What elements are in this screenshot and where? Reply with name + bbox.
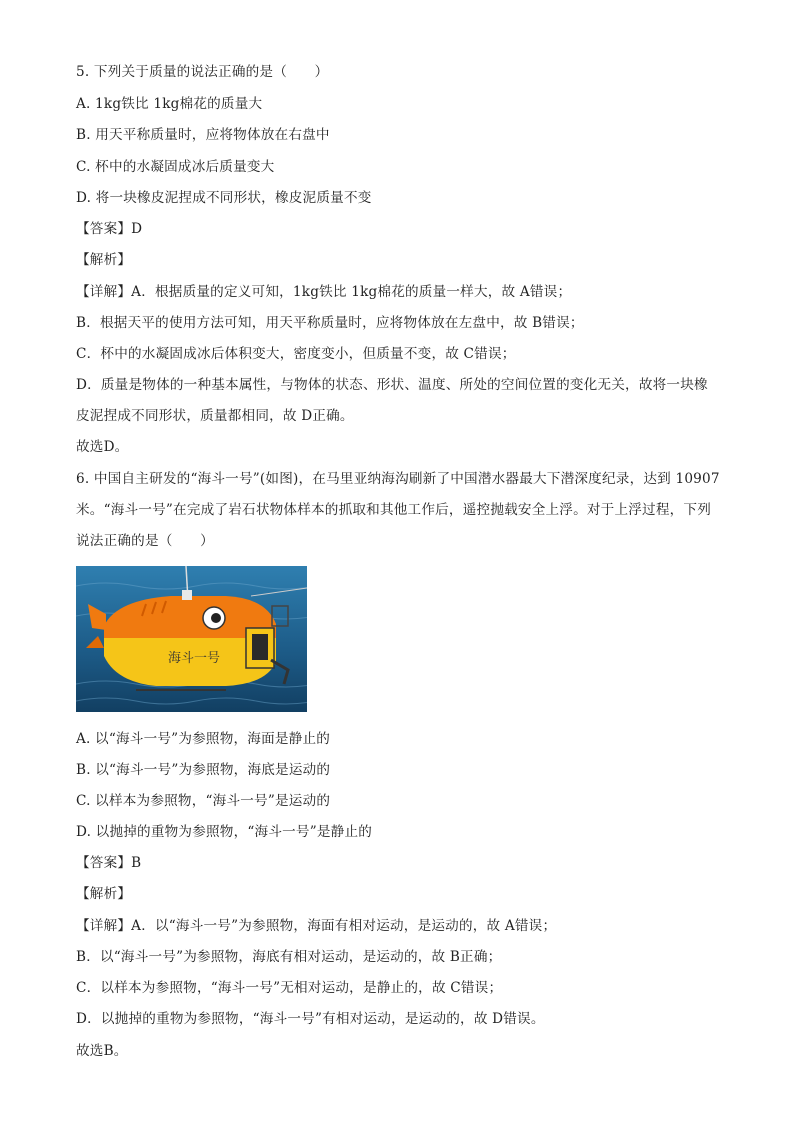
top-mast [182, 590, 192, 600]
submersible-photo [76, 566, 307, 712]
q5-analysis-heading: 【解析】 [76, 252, 132, 268]
q5-stem: 5. 下列关于质量的说法正确的是（ ） [76, 64, 329, 80]
q6-option-a: A. 以“海斗一号”为参照物，海面是静止的 [76, 731, 331, 747]
q6-option-d: D. 以抛掉的重物为参照物，“海斗一号”是静止的 [76, 824, 373, 840]
q5-detail-line: B．根据天平的使用方法可知，用天平称质量时，应将物体放在左盘中，故 B错误； [76, 315, 584, 331]
q5-detail-line: 皮泥捏成不同形状，质量都相同，故 D正确。 [76, 408, 354, 424]
q5-option-a: A. 1kg铁比 1kg棉花的质量大 [76, 96, 263, 112]
q6-stem-line: 6. 中国自主研发的“海斗一号”(如图)，在马里亚纳海沟刷新了中国潜水器最大下潜深度纪录，达到 10907 [76, 471, 720, 487]
q6-detail-line: C．以样本为参照物，“海斗一号”无相对运动，是静止的，故 C错误； [76, 980, 503, 996]
front-window [252, 634, 268, 660]
q5-detail-line: 【详解】A．根据质量的定义可知，1kg铁比 1kg棉花的质量一样大，故 A错误； [76, 284, 572, 300]
q5-answer: 【答案】D [76, 221, 143, 237]
q5-option-d: D. 将一块橡皮泥捏成不同形状，橡皮泥质量不变 [76, 190, 372, 206]
q6-detail-line: B．以“海斗一号”为参照物，海底有相对运动，是运动的，故 B正确； [76, 949, 502, 965]
q6-answer: 【答案】B [76, 855, 142, 871]
q6-stem-line: 米。“海斗一号”在完成了岩石状物体样本的抓取和其他工作后，遥控抛载安全上浮。对于上浮过程，下列 [76, 502, 712, 518]
q5-detail-line: C．杯中的水凝固成冰后体积变大，密度变小，但质量不变，故 C错误； [76, 346, 516, 362]
submersible-illustration [76, 566, 307, 712]
q5-conclusion: 故选D。 [76, 439, 129, 455]
q6-option-c: C. 以样本为参照物，“海斗一号”是运动的 [76, 793, 331, 809]
q6-detail-line: 【详解】A．以“海斗一号”为参照物，海面有相对运动，是运动的，故 A错误； [76, 918, 557, 934]
q6-stem-line: 说法正确的是（ ） [76, 533, 214, 549]
q6-option-b: B. 以“海斗一号”为参照物，海底是运动的 [76, 762, 331, 778]
q6-detail-line: D．以抛掉的重物为参照物，“海斗一号”有相对运动，是运动的，故 D错误。 [76, 1011, 545, 1027]
q5-option-c: C. 杯中的水凝固成冰后质量变大 [76, 159, 275, 175]
q5-detail-line: D．质量是物体的一种基本属性，与物体的状态、形状、温度、所处的空间位置的变化无关，故将一块橡 [76, 377, 708, 393]
q6-analysis-heading: 【解析】 [76, 886, 132, 902]
eye-pupil [211, 613, 221, 623]
hull-name-text: 海斗一号 [168, 651, 221, 666]
q6-conclusion: 故选B。 [76, 1043, 128, 1059]
q5-option-b: B. 用天平称质量时，应将物体放在右盘中 [76, 127, 330, 143]
